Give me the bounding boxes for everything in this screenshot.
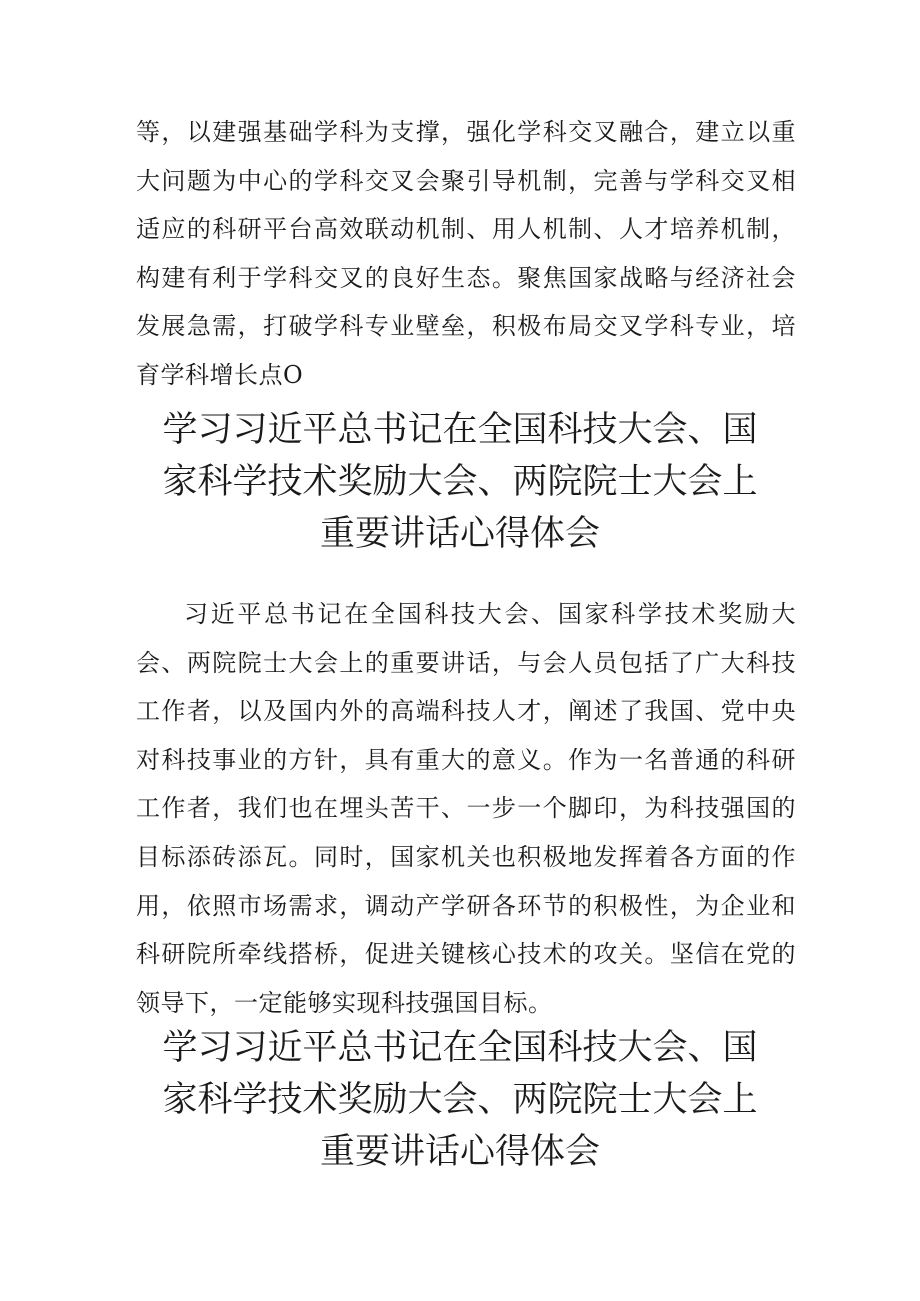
article-title-next: 学习习近平总书记在全国科技大会、国家科学技术奖励大会、两院院士大会上重要讲话心得体会	[162, 1028, 758, 1172]
body-paragraph: 习近平总书记在全国科技大会、国家科学技术奖励大会、两院院士大会上的重要讲话，与会人员包括了广大科技工作者，以及国内外的高端科技人才，阐述了我国、党中央对科技事业的方针，具有重大的意义。作为一名普通的科研工作者，我们也在埋头苦干、一步一个脚印，为科技强国的目标添砖添瓦。同时，国家机关也积极地发挥着各方面的作用，依照市场需求，调动产学研各环节的积极性，为企业和科研院所牵线搭桥，促进关键核心技术的攻关。坚信在党的领导下，一定能够实现科技强国目标。	[136, 600, 796, 1017]
body-paragraph-continued: 等，以建强基础学科为支撑，强化学科交叉融合，建立以重大问题为中心的学科交叉会聚引导机制，完善与学科交叉相适应的科研平台高效联动机制、用人机制、人才培养机制，构建有利于学科交叉的良好生态。聚焦国家战略与经济社会发展急需，打破学科专业壁垒，积极布局交叉学科专业，培育学科增长点O	[136, 118, 796, 389]
article-title: 学习习近平总书记在全国科技大会、国家科学技术奖励大会、两院院士大会上重要讲话心得体会	[162, 410, 758, 554]
